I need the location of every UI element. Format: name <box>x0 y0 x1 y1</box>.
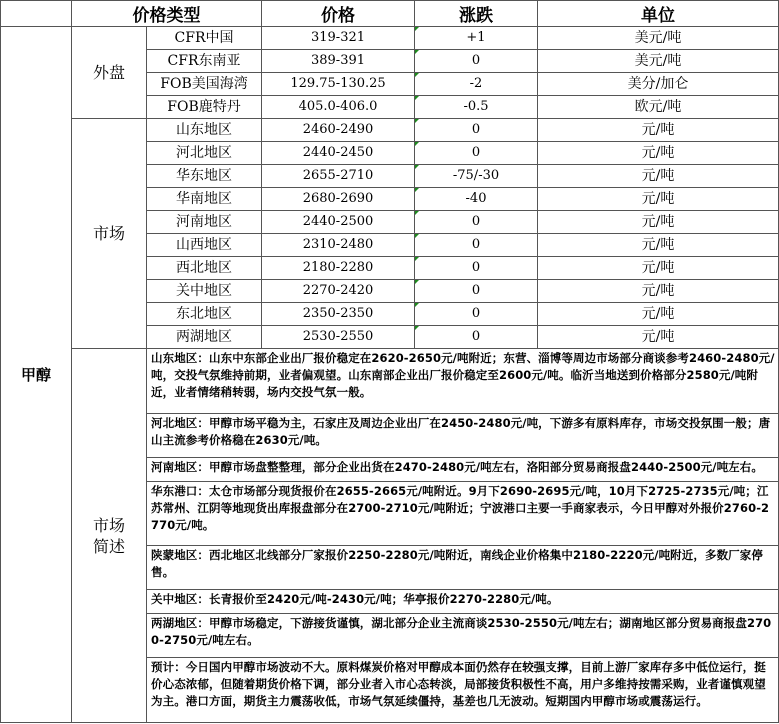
summary-paragraph: 关中地区：长青报价至2420元/吨-2430元/吨；华亭报价2270-2280元/吨。 <box>147 590 779 614</box>
market-unit: 元/吨 <box>538 188 779 211</box>
product-name: 甲醇 <box>1 27 72 723</box>
market-unit: 元/吨 <box>538 165 779 188</box>
market-price: 2655-2710 <box>262 165 415 188</box>
market-price: 2460-2490 <box>262 119 415 142</box>
market-change: -75/-30 <box>415 165 538 188</box>
market-price: 2530-2550 <box>262 326 415 349</box>
market-change: 0 <box>415 303 538 326</box>
market-name: 河北地区 <box>147 142 262 165</box>
market-row <box>1 119 779 142</box>
market-section-label: 市场 <box>72 119 147 349</box>
overseas-change: +1 <box>415 27 538 50</box>
overseas-name: CFR中国 <box>147 27 262 50</box>
overseas-change: -0.5 <box>415 96 538 119</box>
summary-label-line1: 市场 <box>92 515 125 535</box>
market-price: 2440-2500 <box>262 211 415 234</box>
summary-label-line2: 简述 <box>92 536 125 556</box>
market-name: 华东地区 <box>147 165 262 188</box>
market-name: 关中地区 <box>147 280 262 303</box>
header-change: 涨跌 <box>415 1 538 27</box>
market-name: 河南地区 <box>147 211 262 234</box>
market-unit: 元/吨 <box>538 211 779 234</box>
market-change: 0 <box>415 326 538 349</box>
overseas-unit: 美元/吨 <box>538 27 779 50</box>
header-blank <box>1 1 72 27</box>
market-unit: 元/吨 <box>538 257 779 280</box>
overseas-change: -2 <box>415 73 538 96</box>
overseas-unit: 美元/吨 <box>538 50 779 73</box>
market-change: 0 <box>415 211 538 234</box>
overseas-name: FOB美国海湾 <box>147 73 262 96</box>
market-change: 0 <box>415 257 538 280</box>
market-unit: 元/吨 <box>538 280 779 303</box>
market-name: 山西地区 <box>147 234 262 257</box>
market-name: 西北地区 <box>147 257 262 280</box>
overseas-change: 0 <box>415 50 538 73</box>
overseas-price: 389-391 <box>262 50 415 73</box>
market-change: 0 <box>415 142 538 165</box>
summary-paragraph: 陕蒙地区：西北地区北线部分厂家报价2250-2280元/吨附近，南线企业价格集中2180-2220元/吨附近，多数厂家停售。 <box>147 546 779 590</box>
summary-paragraph: 预计：今日国内甲醇市场波动不大。原料煤炭价格对甲醇成本面仍然存在较强支撑，目前上游厂家库存多中低位运行，挺价心态浓郁，但随着期货价格下调，部分业者入市心态转淡，局部接货积极性不高，用户多维持按需采购，业者谨慎观望为主。港口方面，期货主力震荡收低，市场气氛延续僵持，基差也几无波动。短期国内甲醇市场或震荡运行。 <box>147 658 779 723</box>
summary-section-label <box>72 349 147 723</box>
market-unit: 元/吨 <box>538 326 779 349</box>
summary-paragraph: 河北地区：甲醇市场平稳为主，石家庄及周边企业出厂在2450-2480元/吨，下游多有原料库存，市场交投氛围一般；唐山主流参考价格稳在2630元/吨。 <box>147 413 779 457</box>
summary-paragraph: 河南地区：甲醇市场盘整整理，部分企业出货在2470-2480元/吨左右，洛阳部分贸易商报盘2440-2500元/吨左右。 <box>147 457 779 481</box>
overseas-unit: 欧元/吨 <box>538 96 779 119</box>
market-price: 2180-2280 <box>262 257 415 280</box>
overseas-price: 319-321 <box>262 27 415 50</box>
header-category: 价格类型 <box>72 1 262 27</box>
overseas-name: FOB鹿特丹 <box>147 96 262 119</box>
market-change: 0 <box>415 280 538 303</box>
market-change: 0 <box>415 119 538 142</box>
overseas-name: CFR东南亚 <box>147 50 262 73</box>
summary-paragraph: 华东港口：太仓市场部分现货报价在2655-2665元/吨附近。9月下2690-2695元/吨，10月下2725-2735元/吨；江苏常州、江阴等地现货出库报盘部分在2700-2710元/吨附近；宁波港口主要一手商家表示，今日甲醇对外报价2760-2770元/吨。 <box>147 481 779 546</box>
overseas-unit: 美分/加仑 <box>538 73 779 96</box>
overseas-price: 129.75-130.25 <box>262 73 415 96</box>
market-price: 2680-2690 <box>262 188 415 211</box>
market-price: 2270-2420 <box>262 280 415 303</box>
summary-paragraph: 两湖地区：甲醇市场稳定，下游接货谨慎，湖北部分企业主流商谈2530-2550元/吨左右；湖南地区部分贸易商报盘2700-2750元/吨左右。 <box>147 614 779 658</box>
market-unit: 元/吨 <box>538 119 779 142</box>
header-price: 价格 <box>262 1 415 27</box>
summary-row <box>1 349 779 414</box>
market-unit: 元/吨 <box>538 234 779 257</box>
market-name: 两湖地区 <box>147 326 262 349</box>
market-unit: 元/吨 <box>538 142 779 165</box>
overseas-row <box>1 27 779 50</box>
market-name: 华南地区 <box>147 188 262 211</box>
header-row <box>1 1 779 27</box>
market-price: 2440-2450 <box>262 142 415 165</box>
market-name: 山东地区 <box>147 119 262 142</box>
market-change: 0 <box>415 234 538 257</box>
market-change: -40 <box>415 188 538 211</box>
market-price: 2310-2480 <box>262 234 415 257</box>
market-unit: 元/吨 <box>538 303 779 326</box>
market-name: 东北地区 <box>147 303 262 326</box>
summary-paragraph: 山东地区：山东中东部企业出厂报价稳定在2620-2650元/吨附近；东营、淄博等周边市场部分商谈参考2460-2480元/吨，交投气氛维持前期，业者偏观望。山东南部企业出厂报价稳定至2600元/吨。临沂当地送到价格部分2580元/吨附近，业者情绪稍转弱，场内交投气氛一般。 <box>147 349 779 414</box>
header-unit: 单位 <box>538 1 779 27</box>
overseas-price: 405.0-406.0 <box>262 96 415 119</box>
overseas-section-label: 外盘 <box>72 27 147 119</box>
market-price: 2350-2350 <box>262 303 415 326</box>
